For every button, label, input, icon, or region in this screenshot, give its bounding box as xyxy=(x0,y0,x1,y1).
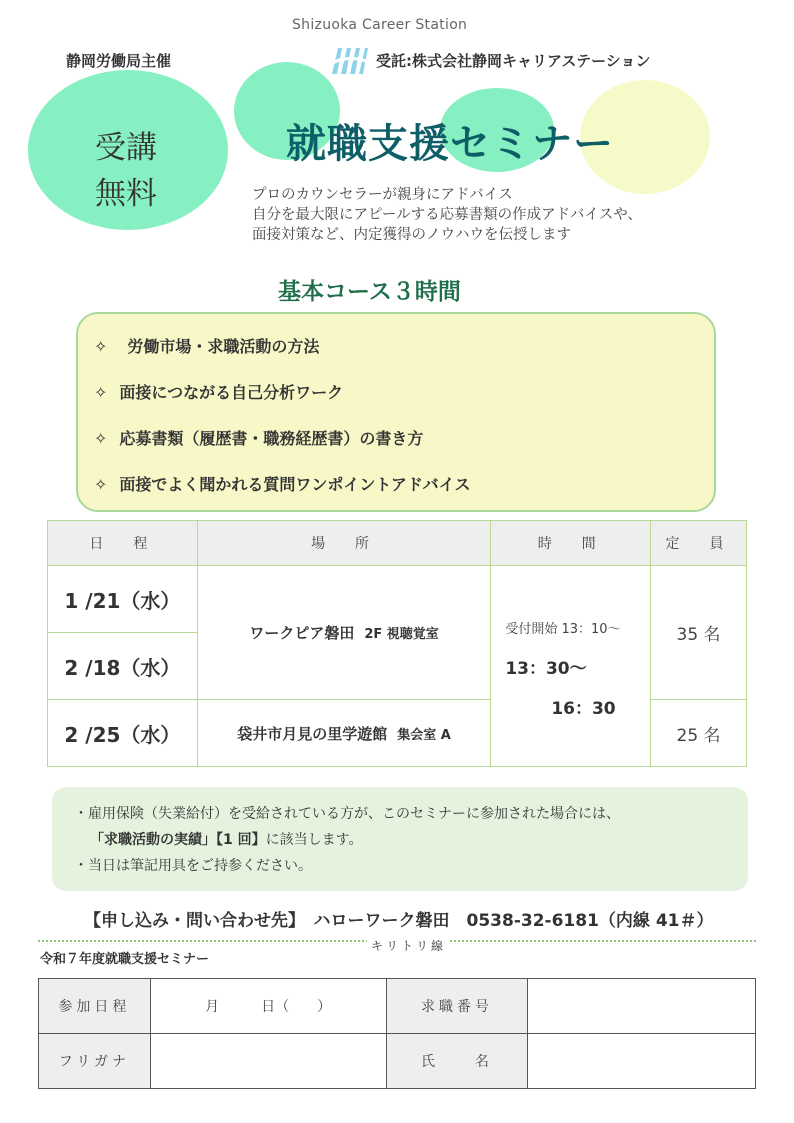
brand-text: Shizuoka Career Station xyxy=(292,17,468,33)
topic-item xyxy=(94,380,343,403)
cut-line-label: キリトリ線 xyxy=(367,937,450,954)
note-line: ・当日は筆記用具をご持参ください。 xyxy=(74,858,312,874)
topic-item xyxy=(94,426,423,449)
free-badge-line: 無料 xyxy=(95,176,157,212)
topic-item xyxy=(94,472,470,495)
company-logo-icon xyxy=(328,44,370,78)
schedule-date: 1 /21（水） xyxy=(48,566,198,633)
venue-room: 集会室 A xyxy=(397,727,451,743)
start-time: 13：30〜 xyxy=(505,659,587,679)
course-heading: 基本コース３時間 xyxy=(278,279,461,305)
form-row xyxy=(39,1034,756,1089)
organizer: 静岡労働局主催 xyxy=(66,52,172,70)
venue-cell xyxy=(197,700,491,767)
furigana-label: フリガナ xyxy=(39,1034,151,1089)
notes-box xyxy=(52,787,748,891)
venue-cell xyxy=(197,566,491,700)
schedule-date: 2 /18（水） xyxy=(48,633,198,700)
date-field[interactable]: 月 日（ ） xyxy=(150,979,386,1034)
form-title: 令和７年度就職支援セミナー xyxy=(40,952,210,967)
sparkle-icon: ✧ xyxy=(94,383,108,402)
date-label: 参加日程 xyxy=(39,979,151,1034)
schedule-header-row xyxy=(48,521,747,566)
note-text: に該当します。 xyxy=(265,832,363,848)
name-field[interactable] xyxy=(528,1034,756,1089)
lead-line: 自分を最大限にアピールする応募書類の作成アドバイスや、 xyxy=(252,207,642,223)
job-number-field[interactable] xyxy=(528,979,756,1034)
topic-item xyxy=(94,334,319,357)
contact-info: 【申し込み・問い合わせ先】 ハローワーク磐田 0538-32-6181（内線 41＃） xyxy=(84,911,714,931)
lead-line: プロのカウンセラーが親身にアドバイス xyxy=(252,187,513,203)
venue-room: 2F 視聴覚室 xyxy=(364,627,439,642)
name-label: 氏 名 xyxy=(386,1034,528,1089)
page-title: 就職支援セミナー xyxy=(286,121,614,167)
header-time: 時 間 xyxy=(491,521,651,566)
lead-line: 面接対策など、内定獲得のノウハウを伝授します xyxy=(252,227,571,243)
note-emphasis: 「求職活動の実績」【1 回】 xyxy=(90,832,266,848)
note-line: ・雇用保険（失業給付）を受給されている方が、このセミナーに参加された場合には、 xyxy=(74,806,620,822)
schedule-row xyxy=(48,566,747,633)
capacity-cell: 25 名 xyxy=(651,700,747,767)
time-cell xyxy=(491,566,651,767)
sparkle-icon: ✧ xyxy=(94,475,108,494)
schedule-date: 2 /25（水） xyxy=(48,700,198,767)
header-place: 場 所 xyxy=(197,521,491,566)
topic-label: 労働市場・求職活動の方法 xyxy=(127,337,320,356)
reception-time: 受付開始 13：10〜 xyxy=(505,622,621,637)
topic-label: 面接でよく聞かれる質問ワンポイントアドバイス xyxy=(119,475,471,494)
furigana-field[interactable] xyxy=(150,1034,386,1089)
job-number-label: 求職番号 xyxy=(386,979,528,1034)
application-form xyxy=(38,978,756,1089)
schedule-table xyxy=(47,520,747,767)
venue-name: ワークピア磐田 xyxy=(249,624,355,642)
free-badge xyxy=(86,125,166,217)
capacity-cell: 35 名 xyxy=(651,566,747,700)
note-line xyxy=(90,829,363,849)
form-row xyxy=(39,979,756,1034)
header-date: 日 程 xyxy=(48,521,198,566)
topic-label: 応募書類（履歴書・職務経歴書）の書き方 xyxy=(119,429,424,448)
lead-text xyxy=(252,185,642,245)
end-time: 16：30 xyxy=(551,699,616,719)
header-capacity: 定 員 xyxy=(651,521,747,566)
contractor: 受託:株式会社静岡キャリアステーション xyxy=(376,52,651,70)
topic-label: 面接につながる自己分析ワーク xyxy=(119,383,344,402)
topics-box xyxy=(76,312,716,512)
venue-name: 袋井市月見の里学遊館 xyxy=(237,724,388,743)
sparkle-icon: ✧ xyxy=(94,429,108,448)
free-badge-line: 受講 xyxy=(95,130,157,166)
sparkle-icon: ✧ xyxy=(94,337,108,356)
